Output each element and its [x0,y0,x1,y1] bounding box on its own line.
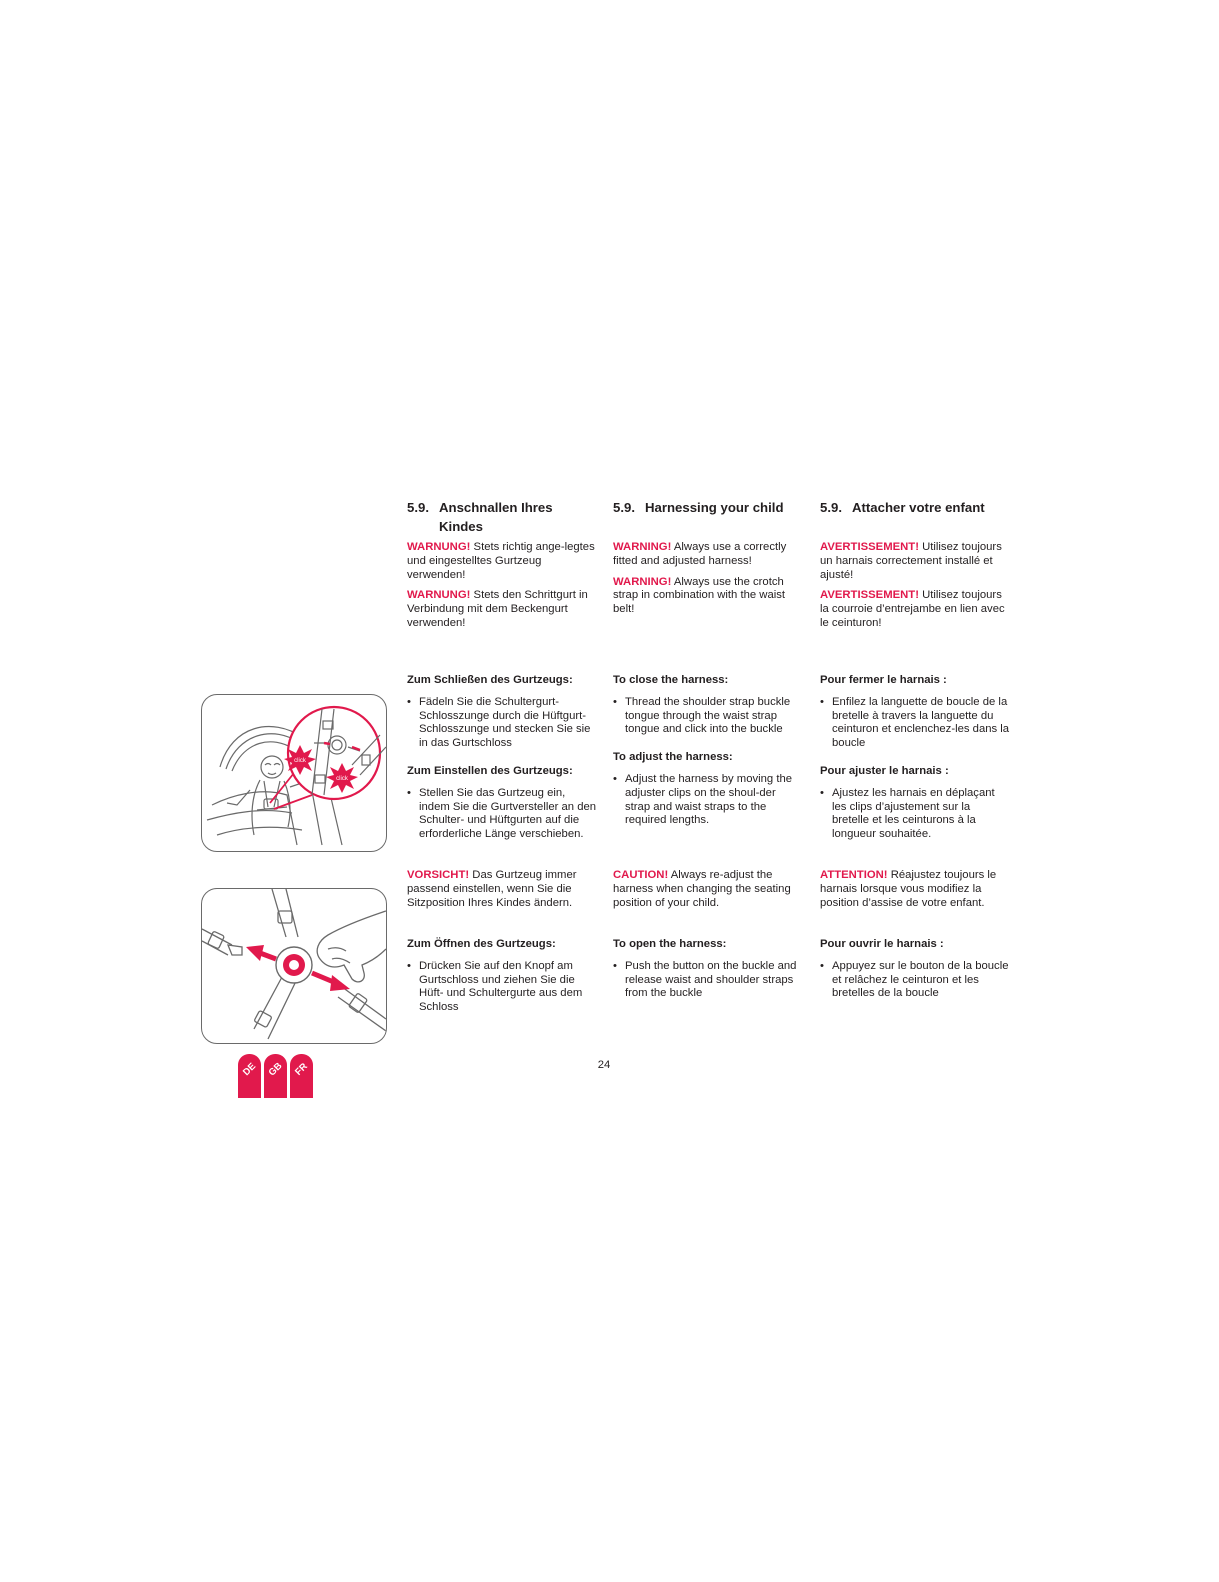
bullet-text: Drücken Sie auf den Knopf am Gurtschloss und ziehen Sie die Hüft- und Schultergurte aus dem Schloss [419,959,583,1014]
stroller-harness-illustration [202,695,386,851]
close-harness-title: Zum Schließen des Gurtzeugs: [407,674,573,686]
bullet-item: • Stellen Sie das Gurtzeug ein, indem Sie die Gurtversteller an den Schulter- und Hüftgurten auf die erforderliche Länge verschieben. [407,786,597,841]
warning-paragraph [407,541,597,582]
warning-paragraph [613,541,803,569]
open-en [613,938,803,1015]
bullet-text: Push the button on the buckle and release waist and shoulder straps from the buckle [625,959,797,1000]
bullet-text: Fädeln Sie die Schultergurt-Schlosszunge durch die Hüftgurt-Schlosszunge und stecken Sie sie in das Gurtschloss [419,695,591,750]
adjust-harness-title: To adjust the harness: [613,751,733,764]
warning-text: Always use a correctly fitted and adjusted harness! [613,541,787,567]
close-harness-title: Pour fermer le harnais : [820,674,947,686]
open-fr [820,938,1010,1015]
warning-text: Always use the crotch strap in combination with the waist belt! [613,575,786,616]
close-harness-title: To close the harness: [613,674,729,686]
warning-text: Utilisez toujours la courroie d’entrejambe en lien avec le ceinturon! [820,589,1005,629]
caution-text: Always re-adjust the harness when changing the seating position of your child. [613,869,791,909]
language-tab-de [238,1054,261,1098]
bullet-item: • Push the button on the buckle and release waist and shoulder straps from the buckle [613,959,797,1000]
warning-label: WARNUNG! [407,541,471,553]
caution-en [613,869,803,917]
bullet-item: • Fädeln Sie die Schultergurt-Schlosszunge durch die Hüftgurt-Schlosszunge und stecken Sie sie in das Gurtschloss [407,695,591,750]
warning-label: WARNING! [613,575,672,588]
section-heading-fr [820,498,1015,517]
caution-text: Réajustez toujours le harnais lorsque vous modifiez la position d’assise de votre enfant. [820,869,997,909]
section-title: Harnessing your child [645,500,784,515]
language-tab-label: FR [293,1061,310,1078]
warning-text: Stets den Schrittgurt in Verbindung mit dem Beckengurt verwenden! [407,589,588,629]
bullet-item: • Enfilez la languette de boucle de la bretelle à travers la languette du ceinturon et enclenchez-les dans la boucle [820,695,1010,750]
caution-label: VORSICHT! [407,869,470,881]
bullet-text: Ajustez les harnais en déplaçant les clips d’ajustement sur la bretelle et les ceinturons à la longueur souhaitée. [832,786,995,841]
warning-paragraph [820,541,1010,582]
stroller-seat-harness-figure [201,694,387,852]
page-number: 24 [597,1059,611,1071]
caution-text: Das Gurtzeug immer passend einstellen, wenn Sie die Sitzposition Ihres Kindes ändern. [407,869,577,909]
bullet-item: • Adjust the harness by moving the adjuster clips on the shoul-der strap and waist straps to the required lengths. [613,772,793,827]
close-adjust-fr [820,674,1010,856]
bullet-item: • Thread the shoulder strap buckle tongue through the waist strap tongue and click into the buckle [613,695,791,736]
warnings-fr [820,541,1010,638]
warning-paragraph [613,576,803,617]
caution-de [407,869,597,917]
bullet-item: • Appuyez sur le bouton de la boucle et relâchez le ceinturon et les bretelles de la boucle [820,959,1009,1000]
adjust-harness-title: Pour ajuster le harnais : [820,764,949,777]
click-label: click [336,776,348,782]
open-harness-title: Zum Öffnen des Gurtzeugs: [407,938,556,950]
open-harness-title: To open the harness: [613,938,727,950]
warning-text: Utilisez toujours un harnais correctement installé et ajusté! [820,541,1002,581]
buckle-release-illustration [202,889,386,1043]
bullet-text: Adjust the harness by moving the adjuster clips on the shoul-der strap and waist straps to the required lengths. [625,772,793,827]
language-tab-label: DE [240,1060,259,1079]
bullet-text: Appuyez sur le bouton de la boucle et relâchez le ceinturon et les bretelles de la boucle [832,959,1009,1000]
warning-paragraph [407,589,597,630]
warning-label: AVERTISSEMENT! [820,541,919,553]
buckle-release-figure [201,888,387,1044]
language-tab-label: GB [266,1060,285,1079]
caution-paragraph [407,869,597,910]
caution-label: CAUTION! [613,869,669,881]
section-heading-de [407,498,602,536]
section-number: 5.9. [613,500,635,515]
warning-paragraph [820,589,1010,630]
section-title: Anschnallen Ihres Kindes [439,500,553,534]
close-adjust-en [613,674,803,842]
caution-paragraph [613,869,803,910]
section-number: 5.9. [407,500,429,515]
close-adjust-de [407,674,597,856]
bullet-item: • Ajustez les harnais en déplaçant les clips d’ajustement sur la bretelle et les ceinturons à la longueur souhaitée. [820,786,995,841]
section-number: 5.9. [820,500,842,515]
arrow-right-icon [330,975,350,991]
language-tab-gb [264,1054,287,1098]
warning-label: AVERTISSEMENT! [820,589,919,602]
bullet-text: Thread the shoulder strap buckle tongue through the waist strap tongue and click into the buckle [625,695,791,736]
bullet-text: Stellen Sie das Gurtzeug ein, indem Sie die Gurtversteller an den Schulter- und Hüftgurten auf die erforderliche Länge verschieben. [419,786,597,841]
bullet-item: • Drücken Sie auf den Knopf am Gurtschloss und ziehen Sie die Hüft- und Schultergurte aus dem Schloss [407,959,583,1014]
warnings-de [407,541,597,638]
language-tab-fr [290,1054,313,1098]
section-heading-en [613,498,808,517]
warning-label: WARNUNG! [407,589,471,602]
caution-fr [820,869,1010,917]
open-harness-title: Pour ouvrir le harnais : [820,938,944,950]
arrow-left-icon [246,945,264,961]
adjust-harness-title: Zum Einstellen des Gurtzeugs: [407,764,573,777]
warning-label: WARNING! [613,541,672,553]
click-label: click [294,758,306,764]
bullet-text: Enfilez la languette de boucle de la bretelle à travers la languette du ceinturon et enclenchez-les dans la boucle [832,695,1010,750]
open-de [407,938,597,1029]
section-title: Attacher votre enfant [852,500,985,515]
caution-paragraph [820,869,1010,910]
warnings-en [613,541,803,624]
caution-label: ATTENTION! [820,869,888,881]
warning-text: Stets richtig ange-legtes und eingestelltes Gurtzeug verwenden! [407,541,595,581]
